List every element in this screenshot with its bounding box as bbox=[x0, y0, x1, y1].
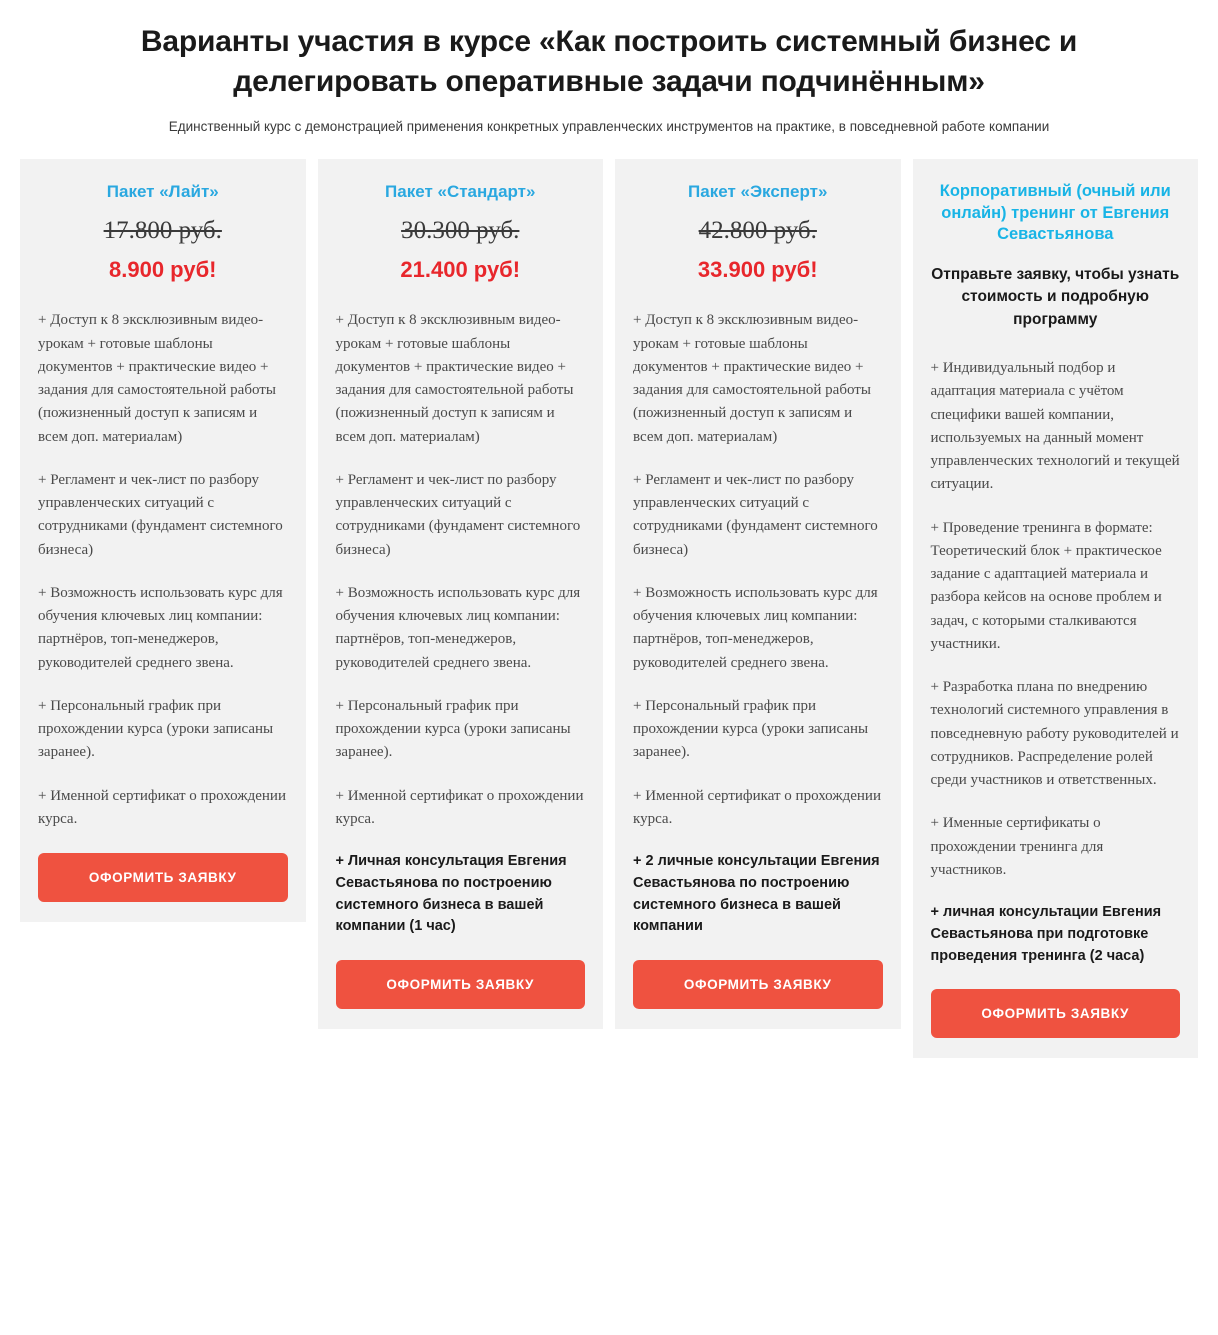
list-item: + Доступ к 8 эксклюзивным видео-урокам + готовые шаблоны документов + практические видео + задания для самостоятельной работы (пожизненный доступ к записям и всем доп. материалам) bbox=[633, 312, 871, 445]
page-title: Варианты участия в курсе «Как построить системный бизнес и делегировать оперативные задачи подчинённым» bbox=[140, 25, 1078, 98]
list-item: + Персональный график при прохождении курса (уроки записаны заранее). bbox=[335, 697, 571, 761]
submit-request-button[interactable]: ОФОРМИТЬ ЗАЯВКУ bbox=[336, 960, 586, 1009]
list-item-highlight: + личная консультации Евгения Севастьянова при подготовке проведения тренинга (2 часа) bbox=[930, 904, 1162, 964]
pricing-page bbox=[0, 22, 1218, 1078]
price-new: 33.900 руб! bbox=[697, 257, 818, 283]
pricing-card-light bbox=[20, 159, 306, 922]
list-item: + Регламент и чек-лист по разбору управленческих ситуаций с сотрудниками (фундамент системного бизнеса) bbox=[633, 471, 878, 558]
submit-request-button[interactable]: ОФОРМИТЬ ЗАЯВКУ bbox=[931, 989, 1181, 1038]
list-item: + Возможность использовать курс для обучения ключевых лиц компании: партнёров, топ-менеджеров, руководителей среднего звена. bbox=[633, 584, 878, 671]
card-title: Пакет «Стандарт» bbox=[385, 182, 536, 202]
card-title: Пакет «Лайт» bbox=[106, 182, 219, 202]
submit-request-button[interactable]: ОФОРМИТЬ ЗАЯВКУ bbox=[633, 960, 883, 1009]
card-lead-text: Отправьте заявку, чтобы узнать стоимость и подробную программу bbox=[931, 265, 1180, 328]
page-subtitle: Единственный курс с демонстрацией применения конкретных управленческих инструментов на практике, в повседневной работе компании bbox=[168, 118, 1050, 134]
pricing-card-corporate bbox=[913, 159, 1199, 1058]
list-item: + Именной сертификат о прохождении курса. bbox=[38, 787, 286, 827]
list-item: + Регламент и чек-лист по разбору управленческих ситуаций с сотрудниками (фундамент системного бизнеса) bbox=[335, 471, 581, 558]
price-old: 17.800 руб. bbox=[103, 217, 222, 245]
price-old: 30.300 руб. bbox=[401, 217, 520, 245]
list-item-highlight: + 2 личные консультации Евгения Севастьянова по построению системного бизнеса в вашей компании bbox=[633, 853, 880, 935]
list-item: + Возможность использовать курс для обучения ключевых лиц компании: партнёров, топ-менеджеров, руководителей среднего звена. bbox=[38, 584, 283, 671]
list-item-highlight: + Личная консультация Евгения Севастьянова по построению системного бизнеса в вашей компании (1 час) bbox=[335, 853, 567, 935]
submit-request-button[interactable]: ОФОРМИТЬ ЗАЯВКУ bbox=[38, 853, 288, 902]
feature-list bbox=[336, 309, 586, 938]
list-item: + Возможность использовать курс для обучения ключевых лиц компании: партнёров, топ-менеджеров, руководителей среднего звена. bbox=[335, 584, 581, 671]
list-item: + Именной сертификат о прохождении курса. bbox=[335, 787, 584, 827]
price-old: 42.800 руб. bbox=[698, 217, 817, 245]
list-item: + Доступ к 8 эксклюзивным видео-урокам + готовые шаблоны документов + практические видео + задания для самостоятельной работы (пожизненный доступ к записям и всем доп. материалам) bbox=[38, 312, 276, 445]
list-item: + Проведение тренинга в формате: Теоретический блок + практическое задание с адаптацией материала и разбора кейсов на основе проблем и задач, с которыми сталкиваются участники. bbox=[930, 519, 1162, 652]
list-item: + Именной сертификат о прохождении курса. bbox=[633, 787, 881, 827]
list-item: + Регламент и чек-лист по разбору управленческих ситуаций с сотрудниками (фундамент системного бизнеса) bbox=[38, 471, 283, 558]
pricing-cards bbox=[0, 135, 1218, 1078]
list-item: + Индивидуальный подбор и адаптация материала с учётом специфики вашей компании, используемых на данный момент управленческих технологий и текущей ситуации. bbox=[930, 360, 1180, 493]
feature-list bbox=[38, 309, 288, 831]
list-item: + Персональный график при прохождении курса (уроки записаны заранее). bbox=[38, 697, 274, 761]
list-item: + Доступ к 8 эксклюзивным видео-урокам + готовые шаблоны документов + практические видео + задания для самостоятельной работы (пожизненный доступ к записям и всем доп. материалам) bbox=[335, 312, 574, 445]
feature-list bbox=[931, 357, 1181, 967]
pricing-card-standard bbox=[318, 159, 604, 1029]
card-title: Пакет «Эксперт» bbox=[688, 182, 828, 202]
feature-list bbox=[633, 309, 883, 938]
pricing-card-expert bbox=[615, 159, 901, 1029]
price-new: 8.900 руб! bbox=[109, 257, 217, 283]
price-new: 21.400 руб! bbox=[400, 257, 521, 283]
list-item: + Разработка плана по внедрению технологий системного управления в повседневную работу руководителей и сотрудников. Распределение ролей среди участников и ответственных. bbox=[930, 679, 1179, 789]
list-item: + Персональный график при прохождении курса (уроки записаны заранее). bbox=[633, 697, 869, 761]
card-title: Корпоративный (очный или онлайн) тренинг от Евгения Севастьянова bbox=[939, 182, 1171, 244]
list-item: + Именные сертификаты о прохождении тренинга для участников. bbox=[930, 815, 1104, 878]
